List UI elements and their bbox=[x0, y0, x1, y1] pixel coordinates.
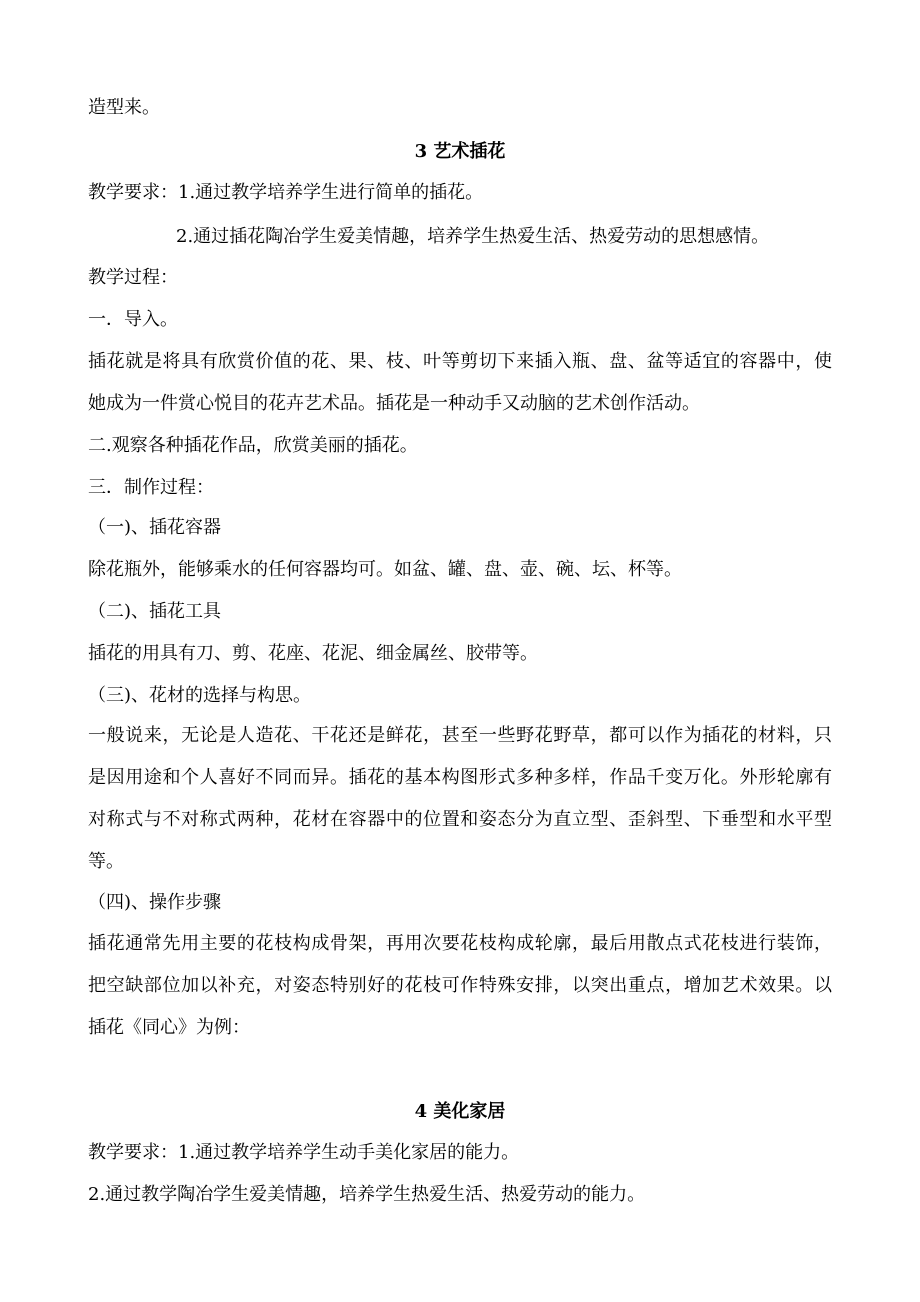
teaching-requirement-2: 2.通过插花陶冶学生爱美情趣，培养学生热爱生活、热爱劳动的思想感情。 bbox=[176, 226, 770, 247]
continued-text: 造型来。 bbox=[88, 97, 160, 118]
paragraph-line: 一般说来，无论是人造花、干花还是鲜花，甚至一些野花野草，都可以作为插花的材料，只 bbox=[88, 725, 832, 746]
teaching-requirement-1: 教学要求：1.通过教学培养学生动手美化家居的能力。 bbox=[88, 1142, 520, 1163]
step-observe: 二.观察各种插花作品，欣赏美丽的插花。 bbox=[88, 435, 418, 456]
paragraph-line: 插花就是将具有欣赏价值的花、果、枝、叶等剪切下来插入瓶、盘、盆等适宜的容器中，使 bbox=[88, 351, 832, 372]
subheading-steps: （四)、操作步骤 bbox=[88, 892, 222, 913]
section-heading-home-decor: 4 美化家居 bbox=[414, 1101, 506, 1122]
paragraph-line: 对称式与不对称式两种，花材在容器中的位置和姿态分为直立型、歪斜型、下垂型和水平型 bbox=[88, 809, 832, 830]
paragraph-line: 插花的用具有刀、剪、花座、花泥、细金属丝、胶带等。 bbox=[88, 643, 538, 664]
paragraph-line: 除花瓶外，能够乘水的任何容器均可。如盆、罐、盘、壶、碗、坛、杯等。 bbox=[88, 559, 682, 580]
teaching-process-label: 教学过程： bbox=[88, 267, 178, 288]
section-heading-art-flower: 3 艺术插花 bbox=[414, 141, 506, 162]
paragraph-line: 把空缺部位加以补充，对姿态特别好的花枝可作特殊安排，以突出重点，增加艺术效果。以 bbox=[88, 975, 832, 996]
paragraph-line: 插花《同心》为例： bbox=[88, 1017, 250, 1038]
subheading-container: （一)、插花容器 bbox=[88, 517, 222, 538]
paragraph-line: 等。 bbox=[88, 851, 124, 872]
subheading-tools: （二)、插花工具 bbox=[88, 601, 222, 622]
paragraph-line: 是因用途和个人喜好不同而异。插花的基本构图形式多种多样，作品千变万化。外形轮廓有 bbox=[88, 767, 832, 788]
subheading-material-choice: （三)、花材的选择与构思。 bbox=[88, 685, 312, 706]
step-introduction: 一．导入。 bbox=[88, 309, 178, 330]
teaching-requirement-2: 2.通过教学陶冶学生爱美情趣，培养学生热爱生活、热爱劳动的能力。 bbox=[88, 1184, 646, 1205]
paragraph-line: 她成为一件赏心悦目的花卉艺术品。插花是一种动手又动脑的艺术创作活动。 bbox=[88, 393, 700, 414]
teaching-requirement-1: 教学要求：1.通过教学培养学生进行简单的插花。 bbox=[88, 182, 484, 203]
paragraph-line: 插花通常先用主要的花枝构成骨架，再用次要花枝构成轮廓，最后用散点式花枝进行装饰， bbox=[88, 933, 832, 954]
step-making-process: 三．制作过程： bbox=[88, 477, 214, 498]
